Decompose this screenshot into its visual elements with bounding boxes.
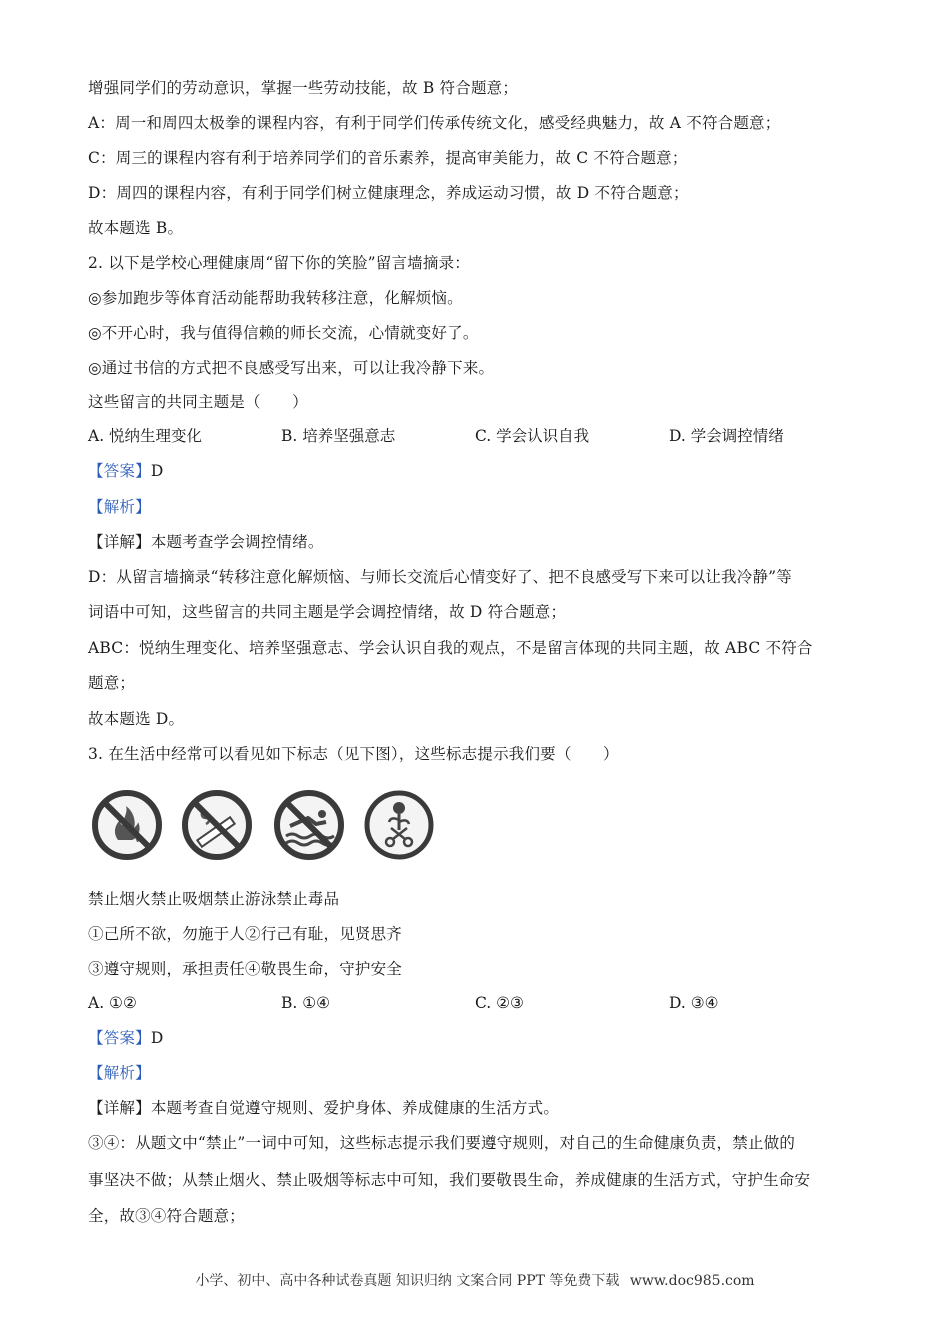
detail-tag: 【详解】 (88, 1099, 151, 1117)
answer-tag: 【答案】 (88, 1029, 151, 1047)
q3-option-b: B. ①④ (281, 994, 331, 1012)
no-fire-icon (90, 788, 164, 862)
no-smoking-icon (180, 788, 254, 862)
no-drugs-icon (362, 788, 436, 862)
q3-analysis-tag (88, 1063, 151, 1083)
footer-link[interactable]: www.doc985.com (629, 1273, 755, 1289)
question-2-ask: 这些留言的共同主题是（ ） (88, 393, 308, 411)
q3-explain-1: ③④：从题文中“禁止”一词中可知，这些标志提示我们要遵守规则，对自己的生命健康负责，禁止做的 (88, 1134, 796, 1152)
statements-2: ③遵守规则，承担责任④敬畏生命，守护安全 (88, 960, 403, 978)
q3-option-c: C. ②③ (475, 994, 524, 1012)
q2-explain-2: 词语中可知，这些留言的共同主题是学会调控情绪，故 D 符合题意； (88, 603, 567, 621)
detail-text: 本题考查学会调控情绪。 (150, 533, 324, 551)
q2-answer (88, 461, 163, 481)
q2-analysis-tag (88, 497, 151, 517)
q3-explain-2: 事坚决不做；从禁止烟火、禁止吸烟等标志中可知，我们要敬畏生命，养成健康的生活方式，守护生命安 (88, 1171, 811, 1189)
q2-detail (88, 532, 324, 552)
text-line: A：周一和周四太极拳的课程内容，有利于同学们传承传统文化，感受经典魅力，故 A 不符合题意； (88, 114, 781, 132)
q2-explain-4: 题意； (88, 674, 136, 692)
text-line: D：周四的课程内容，有利于同学们树立健康理念，养成运动习惯，故 D 不符合题意； (88, 184, 689, 202)
message-1: ◎参加跑步等体育活动能帮助我转移注意，化解烦恼。 (88, 289, 463, 307)
question-2-stem: 2. 以下是学校心理健康周“留下你的笑脸”留言墙摘录： (88, 254, 470, 272)
analysis-tag: 【解析】 (88, 1064, 151, 1082)
text-line: C：周三的课程内容有利于培养同学们的音乐素养，提高审美能力，故 C 不符合题意； (88, 149, 688, 167)
q3-option-a: A. ①② (88, 994, 137, 1012)
text-line: 增强同学们的劳动意识，掌握一些劳动技能，故 B 符合题意； (88, 79, 519, 97)
q2-explain-3: ABC：悦纳生理变化、培养坚强意志、学会认识自我的观点，不是留言体现的共同主题，故 ABC 不符合 (88, 639, 813, 657)
message-3: ◎通过书信的方式把不良感受写出来，可以让我冷静下来。 (88, 359, 495, 377)
question-3-stem: 3. 在生活中经常可以看见如下标志（见下图），这些标志提示我们要（ ） (88, 745, 619, 763)
text-line: 故本题选 B。 (88, 219, 184, 237)
answer-value: D (150, 462, 164, 480)
detail-tag: 【详解】 (88, 533, 151, 551)
analysis-tag: 【解析】 (88, 498, 151, 516)
message-2: ◎不开心时，我与值得信赖的师长交流，心情就变好了。 (88, 324, 479, 342)
q2-explain-1: D：从留言墙摘录“转移注意化解烦恼、与师长交流后心情变好了、把不良感受写下来可以让我冷静”等 (88, 568, 792, 586)
page-footer (0, 1270, 950, 1290)
q2-option-d: D. 学会调控情绪 (669, 427, 784, 445)
q2-option-c: C. 学会认识自我 (475, 427, 590, 445)
q2-option-a: A. 悦纳生理变化 (88, 427, 203, 445)
q3-explain-3: 全，故③④符合题意； (88, 1207, 246, 1225)
answer-tag: 【答案】 (88, 462, 151, 480)
footer-text: 小学、初中、高中各种试卷真题 知识归纳 文案合同 PPT 等免费下载 (195, 1273, 620, 1289)
q2-option-b: B. 培养坚强意志 (281, 427, 396, 445)
q3-answer (88, 1028, 163, 1048)
q3-option-d: D. ③④ (669, 994, 719, 1012)
q3-detail (88, 1098, 559, 1118)
answer-value: D (150, 1029, 164, 1047)
statements-1: ①己所不欲，勿施于人②行己有耻，见贤思齐 (88, 925, 403, 943)
detail-text: 本题考查自觉遵守规则、爱护身体、养成健康的生活方式。 (150, 1099, 560, 1117)
q2-explain-5: 故本题选 D。 (88, 710, 185, 728)
signs-caption: 禁止烟火禁止吸烟禁止游泳禁止毒品 (88, 890, 340, 908)
no-swimming-icon (272, 788, 346, 862)
